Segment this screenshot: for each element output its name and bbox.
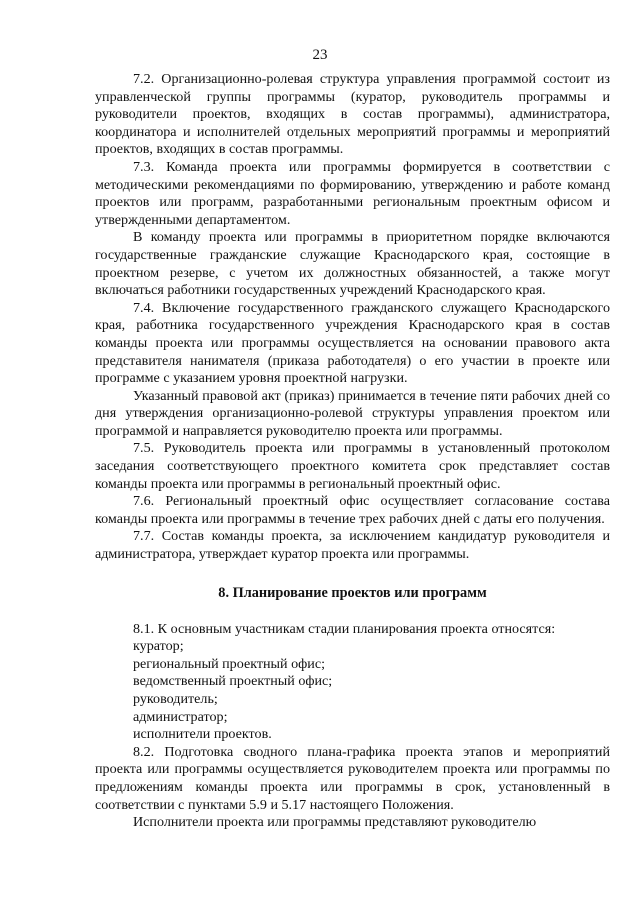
- list-item: куратор;: [133, 638, 184, 655]
- page-number: 23: [312, 47, 328, 63]
- paragraph-8-2: 8.2. Подготовка сводного плана-графика проекта этапов и мероприятий проекта или программы осуществляется руководителем проекта или программы по предложениям команды проекта или программы в срок, установленный в соответствии с пунктами 5.9 и 5.17 настоящего Положения.: [95, 743, 610, 813]
- paragraph-7-4-legal-act: Указанный правовой акт (приказ) принимается в течение пяти рабочих дней со дня утверждения организационно-ролевой структуры управления проектом или программой и направляется руководителю проекта или программы.: [95, 387, 610, 439]
- paragraph-7-4: 7.4. Включение государственного гражданского служащего Краснодарского края, работника государственного учреждения Краснодарского края в состав команды проекта или программы осуществляется на основании правового акта представителя нанимателя (приказа работодателя) о его участии в проекте или программе с указанием уровня проектной нагрузки.: [95, 299, 610, 387]
- paragraph-8-2-continuation: Исполнители проекта или программы представляют руководителю: [133, 814, 537, 831]
- list-item: руководитель;: [133, 691, 218, 707]
- list-item: региональный проектный офис;: [133, 655, 325, 672]
- list-item: ведомственный проектный офис;: [133, 673, 333, 690]
- paragraph-8-1: 8.1. К основным участникам стадии планирования проекта относятся:: [133, 620, 556, 637]
- paragraph-7-5: 7.5. Руководитель проекта или программы в установленный протоколом заседания соответствующего проектного комитета срок представляет состав команды проекта или программы в региональный проектный офис.: [95, 440, 610, 492]
- paragraph-7-7: 7.7. Состав команды проекта, за исключением кандидатур руководителя и администратора, утверждает куратор проекта или программы.: [95, 528, 610, 563]
- document-body: [95, 71, 610, 832]
- paragraph-7-2: 7.2. Организационно-ролевая структура управления программой состоит из управленческой группы программы (куратор, руководитель программы и руководители проектов, входящих в состав программы), администратора, координатора и исполнителей отдельных мероприятий программы и мероприятий проектов, входящих в состав программы.: [95, 71, 610, 158]
- section-heading-8: 8. Планирование проектов или программ: [218, 584, 487, 601]
- list-item: администратор;: [133, 708, 228, 725]
- list-item: исполнители проектов.: [133, 726, 272, 743]
- paragraph-7-6: 7.6. Региональный проектный офис осуществляет согласование состава команды проекта или программы в течение трех рабочих дней с даты его получения.: [95, 493, 610, 527]
- paragraph-7-3-team-inclusion: В команду проекта или программы в приоритетном порядке включаются государственные гражданские служащие Краснодарского края, состоящие в проектном резерве, с учетом их должностных обязанностей, а также могут включаться работники государственных учреждений Краснодарского края.: [95, 229, 610, 299]
- paragraph-7-3: 7.3. Команда проекта или программы формируется в соответствии с методическими рекомендациями по формированию, утверждению и работе команд проектов или программ, разработанными региональным проектным офисом и утвержденными департаментом.: [95, 158, 610, 228]
- participants-list: [95, 638, 610, 744]
